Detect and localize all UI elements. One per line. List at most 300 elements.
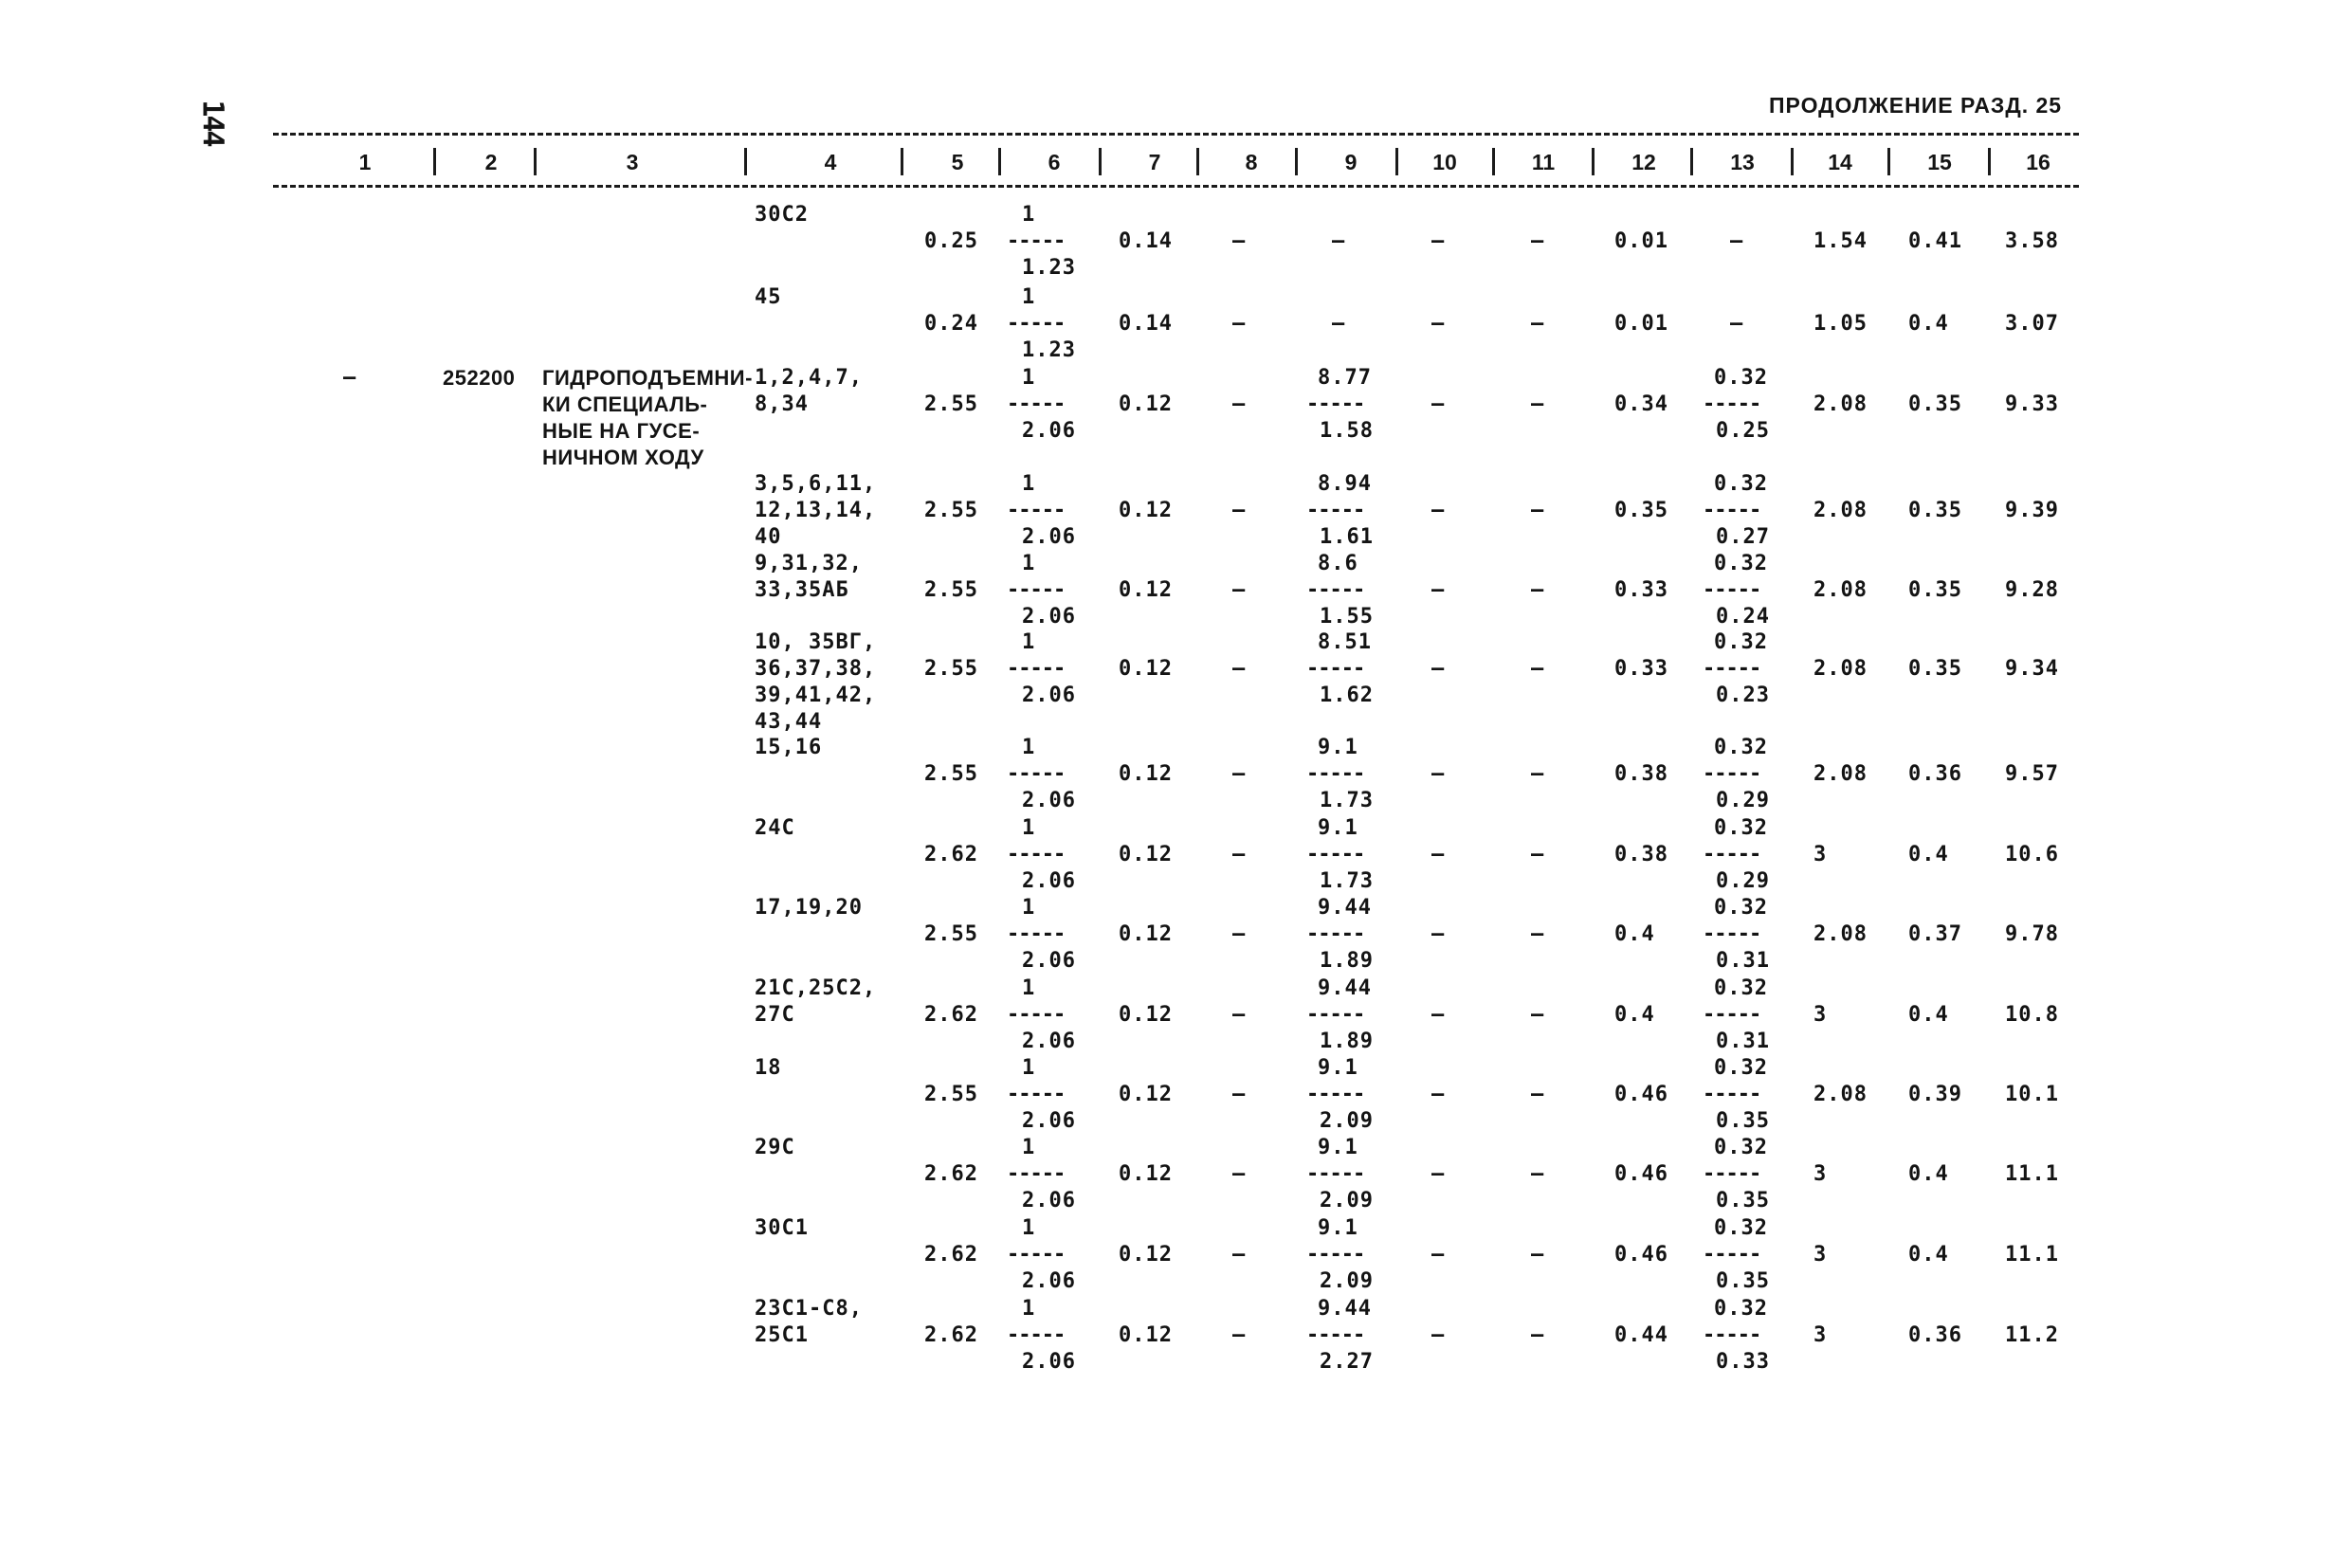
row-col4-line: 21С,25С2, — [755, 976, 877, 1000]
row-col4-line: 1,2,4,7, — [755, 366, 863, 390]
row-col4-line: 33,35АБ — [755, 578, 849, 602]
column-header-16: 16 — [2026, 150, 2050, 174]
row-col6-denominator: 2.06 — [1022, 1350, 1076, 1374]
row-col4-line: 29С — [755, 1136, 795, 1159]
row-col5: 2.55 — [924, 1083, 978, 1106]
row-col9-denominator: 1.62 — [1320, 684, 1374, 707]
table-row — [0, 471, 2351, 551]
row-col13-fraction-line: ----- — [1703, 843, 1761, 866]
row-col6-denominator: 2.06 — [1022, 1030, 1076, 1053]
row-col4-line: 12,13,14, — [755, 499, 877, 522]
row-col4-line: 9,31,32, — [755, 552, 863, 575]
row-col14: 2.08 — [1813, 392, 1868, 416]
row-col9-fraction-line: ----- — [1306, 1083, 1365, 1106]
row-col13-numerator: 0.32 — [1714, 472, 1768, 496]
row-col12: 0.4 — [1614, 1003, 1655, 1027]
row-col13-fraction-line: ----- — [1703, 392, 1761, 416]
row-col6-denominator: 2.06 — [1022, 949, 1076, 973]
row-col15: 0.35 — [1908, 657, 1962, 681]
row-col13-denominator: 0.27 — [1716, 525, 1770, 549]
row-col13-numerator: 0.32 — [1714, 366, 1768, 390]
row-col16: 9.39 — [2005, 499, 2059, 522]
row-col14: 2.08 — [1813, 762, 1868, 786]
row-col11: – — [1531, 1323, 1545, 1347]
column-separator — [998, 148, 1001, 175]
row-col15: 0.35 — [1908, 499, 1962, 522]
row-col6-denominator: 2.06 — [1022, 684, 1076, 707]
row-col8: – — [1232, 843, 1247, 866]
row-col16: 9.57 — [2005, 762, 2059, 786]
row-col6-numerator: 1 — [1022, 976, 1036, 1000]
table-row — [0, 1055, 2351, 1135]
row-col4-line: 30С1 — [755, 1216, 809, 1240]
row-col15: 0.35 — [1908, 578, 1962, 602]
row-col8: – — [1232, 578, 1247, 602]
column-header-4: 4 — [824, 150, 837, 174]
row-col8: – — [1232, 1003, 1247, 1027]
table-row — [0, 284, 2351, 364]
column-header-10: 10 — [1432, 150, 1457, 174]
group-name-line: НИЧНОМ ХОДУ — [542, 446, 704, 469]
row-col13-denominator: 0.35 — [1716, 1109, 1770, 1133]
row-col15: 0.41 — [1908, 229, 1962, 253]
row-col9-denominator: 1.89 — [1320, 1030, 1374, 1053]
row-col13-fraction-line: ----- — [1703, 578, 1761, 602]
row-col5: 2.55 — [924, 922, 978, 946]
row-col9-fraction-line: ----- — [1306, 657, 1365, 681]
row-col6-denominator: 2.06 — [1022, 419, 1076, 443]
group-col1-dash: – — [343, 366, 357, 390]
row-col8: – — [1232, 392, 1247, 416]
row-col7: 0.12 — [1119, 657, 1173, 681]
row-col13-denominator: 0.25 — [1716, 419, 1770, 443]
row-col9-numerator: 9.44 — [1318, 976, 1372, 1000]
row-col6-fraction-line: ----- — [1007, 922, 1066, 946]
row-col9-numerator: 8.6 — [1318, 552, 1358, 575]
row-col6-fraction-line: ----- — [1007, 1323, 1066, 1347]
row-col9-denominator: 1.55 — [1320, 605, 1374, 629]
row-col5: 0.25 — [924, 229, 978, 253]
row-col6-numerator: 1 — [1022, 816, 1036, 840]
row-col13-fraction-line: ----- — [1703, 1323, 1761, 1347]
row-col10: – — [1431, 843, 1446, 866]
row-col9-fraction-line: ----- — [1306, 922, 1365, 946]
row-col10: – — [1431, 1243, 1446, 1267]
row-col5: 2.62 — [924, 1003, 978, 1027]
row-col13-numerator: 0.32 — [1714, 1056, 1768, 1080]
table-row — [0, 629, 2351, 734]
row-col6-fraction-line: ----- — [1007, 312, 1066, 336]
row-col9-fraction-line: ----- — [1306, 392, 1365, 416]
row-col12: 0.35 — [1614, 499, 1668, 522]
row-col14: 1.54 — [1813, 229, 1868, 253]
row-col11: – — [1531, 1083, 1545, 1106]
row-col6-fraction-line: ----- — [1007, 1083, 1066, 1106]
row-col10: – — [1431, 1003, 1446, 1027]
column-separator — [901, 148, 903, 175]
row-col9-denominator: 2.09 — [1320, 1109, 1374, 1133]
row-col9-numerator: 8.77 — [1318, 366, 1372, 390]
row-col16: 9.28 — [2005, 578, 2059, 602]
row-col9-numerator: 9.1 — [1318, 1216, 1358, 1240]
row-col15: 0.4 — [1908, 312, 1949, 336]
row-col6-denominator: 2.06 — [1022, 869, 1076, 893]
row-col10: – — [1431, 1323, 1446, 1347]
row-col9-fraction-line: ----- — [1306, 843, 1365, 866]
row-col14: 2.08 — [1813, 1083, 1868, 1106]
row-col11: – — [1531, 392, 1545, 416]
row-col16: 10.8 — [2005, 1003, 2059, 1027]
row-col8: – — [1232, 922, 1247, 946]
column-separator — [1099, 148, 1102, 175]
table-row — [0, 735, 2351, 814]
row-col6-numerator: 1 — [1022, 366, 1036, 390]
column-header-15: 15 — [1927, 150, 1952, 174]
row-col13-fraction-line: ----- — [1703, 1083, 1761, 1106]
row-col6-denominator: 2.06 — [1022, 1269, 1076, 1293]
row-col7: 0.12 — [1119, 1323, 1173, 1347]
row-col6-denominator: 1.23 — [1022, 338, 1076, 362]
row-col11: – — [1531, 312, 1545, 336]
column-separator — [744, 148, 747, 175]
row-col10: – — [1431, 1162, 1446, 1186]
row-col10: – — [1431, 1083, 1446, 1106]
row-col10: – — [1431, 922, 1446, 946]
row-col15: 0.4 — [1908, 1243, 1949, 1267]
row-col8: – — [1232, 499, 1247, 522]
row-col9-numerator: 9.1 — [1318, 1136, 1358, 1159]
row-col16: 10.6 — [2005, 843, 2059, 866]
column-header-12: 12 — [1631, 150, 1656, 174]
column-separator — [1295, 148, 1298, 175]
row-col4-line: 30С2 — [755, 203, 809, 227]
row-col9-denominator: 1.89 — [1320, 949, 1374, 973]
row-col15: 0.4 — [1908, 1003, 1949, 1027]
row-col6-fraction-line: ----- — [1007, 578, 1066, 602]
row-col4-line: 18 — [755, 1056, 782, 1080]
row-col12: 0.34 — [1614, 392, 1668, 416]
row-col9-fraction-line: ----- — [1306, 1323, 1365, 1347]
row-col11: – — [1531, 657, 1545, 681]
row-col4-line: 25С1 — [755, 1323, 809, 1347]
row-col13-numerator: 0.32 — [1714, 816, 1768, 840]
row-col11: – — [1531, 922, 1545, 946]
column-separator — [534, 148, 537, 175]
row-col14: 2.08 — [1813, 922, 1868, 946]
row-col14: 3 — [1813, 1162, 1828, 1186]
column-header-11: 11 — [1531, 150, 1556, 174]
row-col9-fraction-line: ----- — [1306, 1162, 1365, 1186]
row-col9-denominator: 1.61 — [1320, 525, 1374, 549]
column-header-1: 1 — [358, 150, 372, 174]
row-col8: – — [1232, 1323, 1247, 1347]
row-col15: 0.36 — [1908, 762, 1962, 786]
row-col13-numerator: 0.32 — [1714, 736, 1768, 759]
row-col13-denominator: 0.23 — [1716, 684, 1770, 707]
row-col10: – — [1431, 312, 1446, 336]
row-col7: 0.12 — [1119, 843, 1173, 866]
row-col13-fraction-line: ----- — [1703, 1243, 1761, 1267]
row-col6-fraction-line: ----- — [1007, 657, 1066, 681]
row-col11: – — [1531, 229, 1545, 253]
row-col9-numerator: 8.94 — [1318, 472, 1372, 496]
row-col13: – — [1730, 312, 1744, 336]
table-row — [0, 551, 2351, 630]
row-col13-fraction-line: ----- — [1703, 762, 1761, 786]
row-col14: 1.05 — [1813, 312, 1868, 336]
column-header-2: 2 — [484, 150, 498, 174]
row-col4-line: 39,41,42, — [755, 684, 877, 707]
column-separator — [1690, 148, 1693, 175]
row-col7: 0.12 — [1119, 1003, 1173, 1027]
row-col6-numerator: 1 — [1022, 896, 1036, 920]
column-separator — [1988, 148, 1991, 175]
header-bottom-rule — [273, 185, 2079, 188]
row-col11: – — [1531, 843, 1545, 866]
row-col9-denominator: 1.73 — [1320, 869, 1374, 893]
row-col14: 2.08 — [1813, 657, 1868, 681]
row-col8: – — [1232, 657, 1247, 681]
row-col9-denominator: 2.27 — [1320, 1350, 1374, 1374]
row-col4-line: 8,34 — [755, 392, 809, 416]
row-col14: 2.08 — [1813, 499, 1868, 522]
row-col12: 0.4 — [1614, 922, 1655, 946]
page-number: 144 — [195, 100, 229, 146]
row-col16: 9.33 — [2005, 392, 2059, 416]
column-header-3: 3 — [626, 150, 639, 174]
row-col6-numerator: 1 — [1022, 472, 1036, 496]
row-col14: 3 — [1813, 843, 1828, 866]
row-col8: – — [1232, 1083, 1247, 1106]
table-row — [0, 1296, 2351, 1376]
row-col9: – — [1332, 229, 1346, 253]
row-col9-fraction-line: ----- — [1306, 1243, 1365, 1267]
row-col15: 0.4 — [1908, 843, 1949, 866]
row-col13-fraction-line: ----- — [1703, 922, 1761, 946]
row-col5: 0.24 — [924, 312, 978, 336]
row-col7: 0.12 — [1119, 762, 1173, 786]
row-col16: 9.34 — [2005, 657, 2059, 681]
row-col6-fraction-line: ----- — [1007, 229, 1066, 253]
row-col8: – — [1232, 762, 1247, 786]
row-col16: 11.1 — [2005, 1162, 2059, 1186]
row-col4-line: 15,16 — [755, 736, 823, 759]
column-header-6: 6 — [1048, 150, 1061, 174]
column-separator — [1492, 148, 1495, 175]
row-col4-line: 36,37,38, — [755, 657, 877, 681]
row-col13-numerator: 0.32 — [1714, 976, 1768, 1000]
row-col6-numerator: 1 — [1022, 1056, 1036, 1080]
row-col9-denominator: 1.73 — [1320, 789, 1374, 812]
row-col15: 0.37 — [1908, 922, 1962, 946]
column-header-5: 5 — [951, 150, 964, 174]
row-col5: 2.55 — [924, 762, 978, 786]
row-col4-line: 45 — [755, 285, 782, 309]
row-col13-numerator: 0.32 — [1714, 1216, 1768, 1240]
row-col16: 3.07 — [2005, 312, 2059, 336]
row-col13-numerator: 0.32 — [1714, 1136, 1768, 1159]
column-header-8: 8 — [1245, 150, 1258, 174]
row-col5: 2.62 — [924, 843, 978, 866]
row-col13-fraction-line: ----- — [1703, 499, 1761, 522]
row-col9-numerator: 9.44 — [1318, 896, 1372, 920]
row-col16: 9.78 — [2005, 922, 2059, 946]
row-col7: 0.14 — [1119, 312, 1173, 336]
row-col6-numerator: 1 — [1022, 203, 1036, 227]
row-col6-denominator: 1.23 — [1022, 256, 1076, 280]
row-col5: 2.55 — [924, 578, 978, 602]
row-col9-fraction-line: ----- — [1306, 1003, 1365, 1027]
row-col10: – — [1431, 657, 1446, 681]
row-col4-line: 40 — [755, 525, 782, 549]
row-col9-fraction-line: ----- — [1306, 578, 1365, 602]
row-col9-denominator: 1.58 — [1320, 419, 1374, 443]
row-col11: – — [1531, 499, 1545, 522]
row-col13-denominator: 0.33 — [1716, 1350, 1770, 1374]
row-col11: – — [1531, 1162, 1545, 1186]
row-col13-denominator: 0.35 — [1716, 1189, 1770, 1212]
group-name-line: НЫЕ НА ГУСЕ- — [542, 419, 701, 443]
row-col13: – — [1730, 229, 1744, 253]
row-col14: 2.08 — [1813, 578, 1868, 602]
row-col13-denominator: 0.31 — [1716, 949, 1770, 973]
row-col8: – — [1232, 1243, 1247, 1267]
table-row — [0, 815, 2351, 895]
row-col13-numerator: 0.32 — [1714, 1297, 1768, 1321]
row-col6-numerator: 1 — [1022, 1297, 1036, 1321]
table-row — [0, 975, 2351, 1055]
row-col5: 2.62 — [924, 1323, 978, 1347]
row-col6-numerator: 1 — [1022, 1216, 1036, 1240]
row-col6-denominator: 2.06 — [1022, 1189, 1076, 1212]
row-col12: 0.38 — [1614, 762, 1668, 786]
row-col14: 3 — [1813, 1003, 1828, 1027]
row-col7: 0.14 — [1119, 229, 1173, 253]
row-col5: 2.55 — [924, 657, 978, 681]
row-col8: – — [1232, 312, 1247, 336]
column-separator — [1592, 148, 1595, 175]
row-col6-numerator: 1 — [1022, 552, 1036, 575]
row-col13-denominator: 0.31 — [1716, 1030, 1770, 1053]
row-col16: 11.2 — [2005, 1323, 2059, 1347]
row-col9-numerator: 8.51 — [1318, 630, 1372, 654]
row-col10: – — [1431, 392, 1446, 416]
row-col5: 2.55 — [924, 499, 978, 522]
row-col16: 10.1 — [2005, 1083, 2059, 1106]
column-header-13: 13 — [1730, 150, 1755, 174]
table-row — [0, 1215, 2351, 1295]
row-col4-line: 43,44 — [755, 710, 823, 734]
column-separator — [1395, 148, 1398, 175]
row-col10: – — [1431, 229, 1446, 253]
table-row — [0, 202, 2351, 282]
row-col7: 0.12 — [1119, 499, 1173, 522]
row-col13-numerator: 0.32 — [1714, 896, 1768, 920]
row-col13-fraction-line: ----- — [1703, 657, 1761, 681]
column-header-7: 7 — [1148, 150, 1161, 174]
column-separator — [1887, 148, 1890, 175]
row-col9-numerator: 9.1 — [1318, 736, 1358, 759]
row-col6-fraction-line: ----- — [1007, 1243, 1066, 1267]
row-col13-fraction-line: ----- — [1703, 1003, 1761, 1027]
row-col6-denominator: 2.06 — [1022, 605, 1076, 629]
row-col12: 0.01 — [1614, 312, 1668, 336]
row-col6-numerator: 1 — [1022, 736, 1036, 759]
row-col13-denominator: 0.35 — [1716, 1269, 1770, 1293]
row-col13-denominator: 0.29 — [1716, 789, 1770, 812]
row-col5: 2.62 — [924, 1243, 978, 1267]
row-col5: 2.55 — [924, 392, 978, 416]
row-col9: – — [1332, 312, 1346, 336]
row-col9-denominator: 2.09 — [1320, 1189, 1374, 1212]
row-col6-numerator: 1 — [1022, 285, 1036, 309]
row-col9-denominator: 2.09 — [1320, 1269, 1374, 1293]
row-col15: 0.36 — [1908, 1323, 1962, 1347]
row-col12: 0.33 — [1614, 578, 1668, 602]
row-col5: 2.62 — [924, 1162, 978, 1186]
row-col9-fraction-line: ----- — [1306, 499, 1365, 522]
row-col12: 0.33 — [1614, 657, 1668, 681]
row-col4-line: 17,19,20 — [755, 896, 863, 920]
row-col9-numerator: 9.1 — [1318, 816, 1358, 840]
row-col6-denominator: 2.06 — [1022, 525, 1076, 549]
row-col12: 0.38 — [1614, 843, 1668, 866]
row-col12: 0.46 — [1614, 1243, 1668, 1267]
row-col6-numerator: 1 — [1022, 1136, 1036, 1159]
row-col6-fraction-line: ----- — [1007, 1003, 1066, 1027]
row-col9-numerator: 9.44 — [1318, 1297, 1372, 1321]
row-col16: 3.58 — [2005, 229, 2059, 253]
row-col6-denominator: 2.06 — [1022, 789, 1076, 812]
row-col7: 0.12 — [1119, 922, 1173, 946]
row-col13-denominator: 0.29 — [1716, 869, 1770, 893]
column-header-14: 14 — [1828, 150, 1852, 174]
row-col11: – — [1531, 578, 1545, 602]
row-col4-line: 10, 35ВГ, — [755, 630, 877, 654]
table-row — [0, 365, 2351, 445]
row-col11: – — [1531, 1003, 1545, 1027]
column-separator — [1196, 148, 1199, 175]
row-col4-line: 24С — [755, 816, 795, 840]
row-col4-line: 27С — [755, 1003, 795, 1027]
row-col6-fraction-line: ----- — [1007, 499, 1066, 522]
group-name-line: КИ СПЕЦИАЛЬ- — [542, 392, 708, 416]
row-col14: 3 — [1813, 1243, 1828, 1267]
row-col8: – — [1232, 1162, 1247, 1186]
row-col6-numerator: 1 — [1022, 630, 1036, 654]
row-col7: 0.12 — [1119, 1083, 1173, 1106]
row-col10: – — [1431, 499, 1446, 522]
row-col13-fraction-line: ----- — [1703, 1162, 1761, 1186]
row-col14: 3 — [1813, 1323, 1828, 1347]
column-separator — [1791, 148, 1794, 175]
row-col4-line: 23С1-С8, — [755, 1297, 863, 1321]
row-col12: 0.01 — [1614, 229, 1668, 253]
row-col6-denominator: 2.06 — [1022, 1109, 1076, 1133]
row-col13-denominator: 0.24 — [1716, 605, 1770, 629]
row-col6-fraction-line: ----- — [1007, 843, 1066, 866]
row-col11: – — [1531, 1243, 1545, 1267]
column-separator — [433, 148, 436, 175]
row-col7: 0.12 — [1119, 578, 1173, 602]
row-col10: – — [1431, 762, 1446, 786]
row-col12: 0.46 — [1614, 1083, 1668, 1106]
row-col15: 0.35 — [1908, 392, 1962, 416]
row-col11: – — [1531, 762, 1545, 786]
row-col12: 0.46 — [1614, 1162, 1668, 1186]
table-row — [0, 895, 2351, 975]
table-row — [0, 1135, 2351, 1214]
